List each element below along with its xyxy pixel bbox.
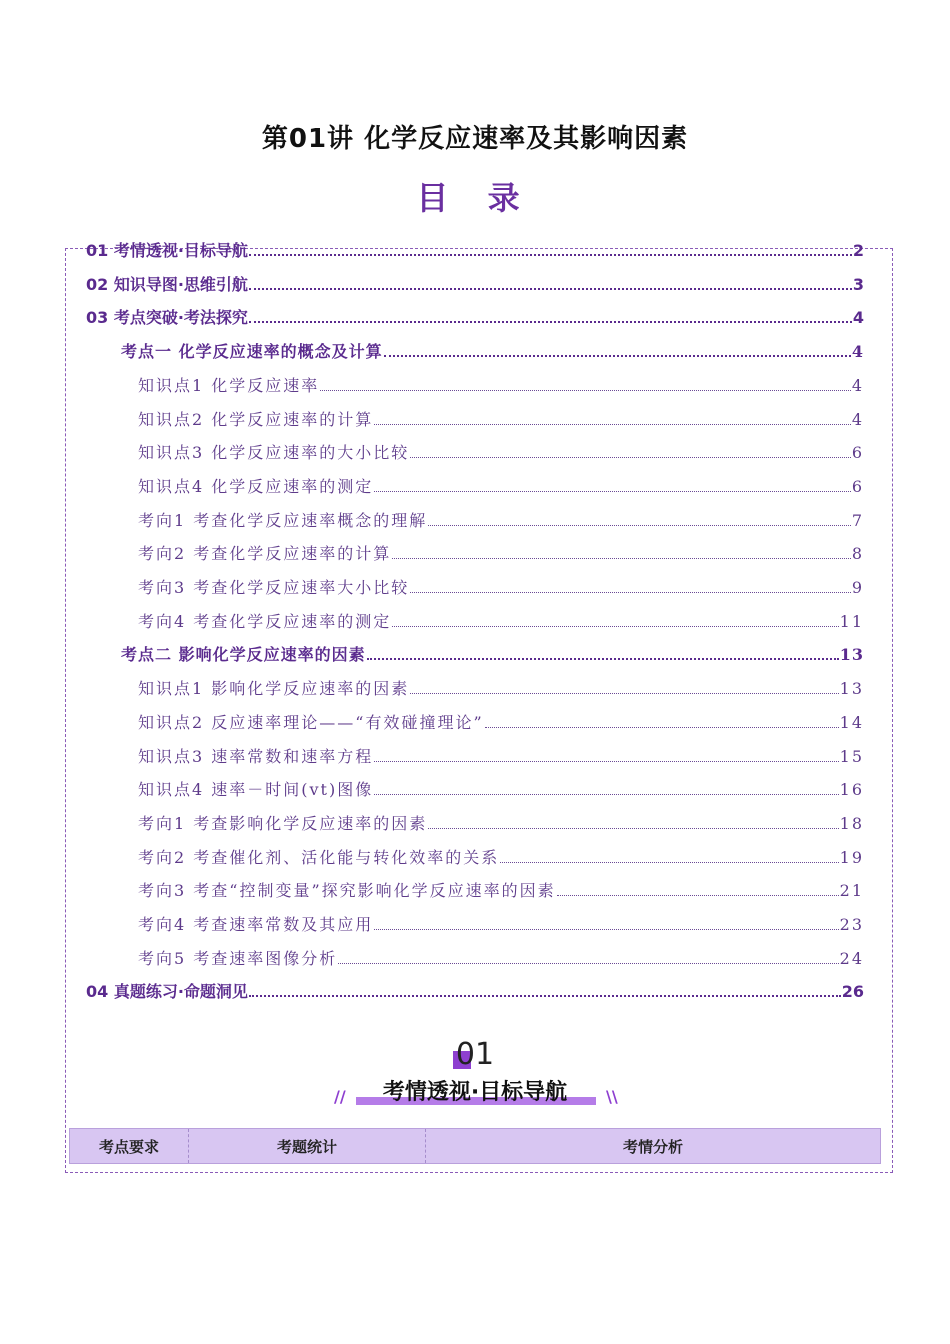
toc-leader-dots: [384, 355, 851, 357]
toc-entry-label: 考向3 考查化学反应速率大小比较: [138, 578, 410, 597]
toc-entry-page: 24: [839, 949, 864, 968]
toc-entry-page: 14: [839, 713, 864, 732]
banner-number: 01: [455, 1037, 495, 1072]
toc-leader-dots: [410, 592, 851, 593]
toc-entry[interactable]: [138, 777, 864, 800]
toc-entry-page: 13: [839, 679, 864, 698]
toc-entry[interactable]: [138, 508, 864, 531]
toc-entry-page: 26: [841, 982, 864, 1001]
toc-entry[interactable]: [138, 744, 864, 767]
toc-entry-label: 考向4 考查速率常数及其应用: [138, 915, 374, 934]
toc-entry-page: 3: [852, 275, 864, 294]
toc-leader-dots: [500, 862, 838, 863]
toc-leader-dots: [410, 693, 838, 694]
toc-entry-page: 6: [851, 477, 864, 496]
toc-entry-label: 知识点2 反应速率理论——“有效碰撞理论”: [138, 713, 484, 732]
header-cell-analysis: 考情分析: [622, 1137, 683, 1156]
toc-leader-dots: [485, 727, 839, 728]
header-cell-statistics: 考题统计: [189, 1129, 426, 1163]
toc-entry-page: 15: [839, 747, 864, 766]
toc-entry-label: 04 真题练习·命题洞见: [86, 982, 248, 1001]
toc-entry-page: 23: [839, 915, 864, 934]
toc-leader-dots: [374, 929, 838, 930]
toc-entry-label: 考向5 考查速率图像分析: [138, 949, 338, 968]
toc-entry[interactable]: [86, 272, 864, 295]
toc-entry-page: 19: [839, 848, 864, 867]
toc-entry-label: 知识点4 速率－时间(vt)图像: [138, 780, 374, 799]
toc-leader-dots: [374, 794, 838, 795]
toc-leader-dots: [249, 254, 852, 256]
toc-entry-page: 11: [839, 612, 864, 631]
toc-entry[interactable]: [86, 238, 864, 261]
toc-leader-dots: [320, 390, 851, 391]
toc-entry-page: 4: [851, 342, 864, 361]
toc-leader-dots: [249, 321, 852, 323]
toc-leader-dots: [249, 288, 852, 290]
toc-entry-page: 8: [851, 544, 864, 563]
toc-entry-label: 知识点2 化学反应速率的计算: [138, 410, 374, 429]
toc-entry-page: 9: [851, 578, 864, 597]
toc-leader-dots: [392, 626, 838, 627]
toc-entry-label: 知识点3 速率常数和速率方程: [138, 747, 374, 766]
header-cell-requirements: 考点要求: [70, 1129, 189, 1163]
toc-entry-label: 01 考情透视·目标导航: [86, 241, 248, 260]
toc-entry-page: 21: [839, 881, 864, 900]
toc-entry-page: 7: [851, 511, 864, 530]
toc-leader-dots: [374, 491, 851, 492]
toc-entry-page: 4: [851, 410, 864, 429]
banner-slash-right: \\: [606, 1087, 618, 1106]
toc-entry-label: 考向1 考查影响化学反应速率的因素: [138, 814, 428, 833]
toc-entry[interactable]: [138, 946, 864, 969]
toc-entry-label: 考点一 化学反应速率的概念及计算: [121, 342, 383, 361]
toc-entry-page: 4: [851, 376, 864, 395]
toc-entry-label: 知识点1 化学反应速率: [138, 376, 320, 395]
toc-entry[interactable]: [138, 845, 864, 868]
toc-leader-dots: [374, 424, 851, 425]
toc-entry-label: 考向3 考查“控制变量”探究影响化学反应速率的因素: [138, 881, 556, 900]
toc-entry-label: 考向2 考查催化剂、活化能与转化效率的关系: [138, 848, 500, 867]
toc-leader-dots: [410, 457, 851, 458]
toc-entry[interactable]: [86, 305, 864, 328]
toc-entry[interactable]: [138, 878, 864, 901]
toc-entry[interactable]: [138, 440, 864, 463]
toc-leader-dots: [338, 963, 838, 964]
toc-leader-dots: [557, 895, 839, 896]
document-title: 第01讲 化学反应速率及其影响因素: [261, 124, 689, 154]
section-banner: [320, 1035, 630, 1115]
toc-entry[interactable]: [138, 373, 864, 396]
toc-entry-page: 6: [851, 443, 864, 462]
toc-entry[interactable]: [138, 710, 864, 733]
banner-title: 考情透视·目标导航: [382, 1080, 568, 1105]
toc-leader-dots: [249, 995, 841, 997]
toc-entry-page: 13: [839, 645, 864, 664]
toc-entry-label: 考向2 考查化学反应速率的计算: [138, 544, 392, 563]
toc-leader-dots: [428, 828, 838, 829]
toc-entry[interactable]: [138, 407, 864, 430]
toc-entry[interactable]: [138, 811, 864, 834]
exam-table-header: [69, 1128, 881, 1164]
toc-entry-label: 知识点3 化学反应速率的大小比较: [138, 443, 410, 462]
toc-heading: 目 录: [416, 179, 534, 217]
toc-entry[interactable]: [121, 339, 864, 362]
toc-leader-dots: [392, 558, 851, 559]
toc-entry-label: 知识点4 化学反应速率的测定: [138, 477, 374, 496]
toc-entry-page: 16: [839, 780, 864, 799]
toc-entry-label: 02 知识导图·思维引航: [86, 275, 248, 294]
toc-entry[interactable]: [138, 912, 864, 935]
toc-leader-dots: [374, 761, 838, 762]
toc-entry[interactable]: [86, 979, 864, 1002]
toc-entry-label: 03 考点突破·考法探究: [86, 308, 248, 327]
toc-entry-label: 考点二 影响化学反应速率的因素: [121, 645, 366, 664]
toc-entry[interactable]: [138, 609, 864, 632]
toc-entry[interactable]: [138, 541, 864, 564]
toc-entry-label: 考向1 考查化学反应速率概念的理解: [138, 511, 428, 530]
toc-entry[interactable]: [138, 575, 864, 598]
toc-leader-dots: [367, 658, 839, 660]
toc-leader-dots: [428, 525, 851, 526]
toc-entry[interactable]: [138, 474, 864, 497]
banner-slash-left: //: [334, 1087, 346, 1106]
toc-entry[interactable]: [138, 676, 864, 699]
toc-entry-page: 18: [839, 814, 864, 833]
toc-entry-label: 考向4 考查化学反应速率的测定: [138, 612, 392, 631]
toc-entry[interactable]: [121, 642, 864, 665]
toc-entry-page: 4: [852, 308, 864, 327]
toc-entry-label: 知识点1 影响化学反应速率的因素: [138, 679, 410, 698]
toc-entry-page: 2: [852, 241, 864, 260]
